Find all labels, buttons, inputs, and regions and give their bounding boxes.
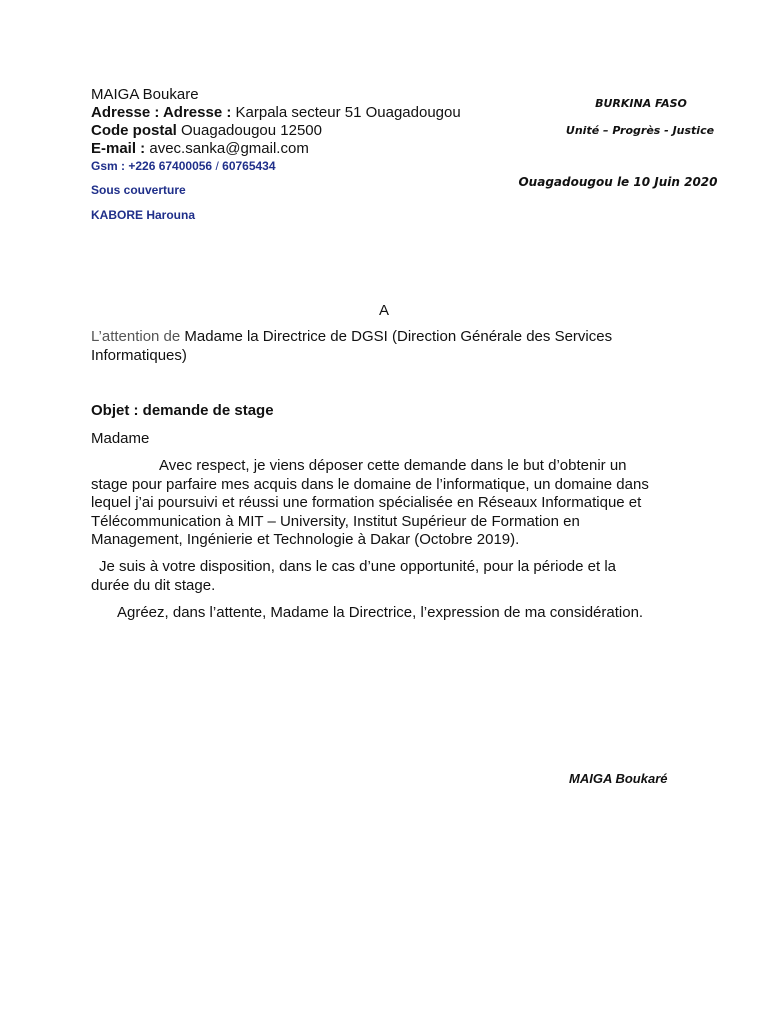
gsm-separator: / — [215, 159, 219, 173]
sender-address — [91, 104, 461, 122]
sender-postal — [91, 122, 322, 140]
paragraph-2 — [91, 558, 681, 595]
p3-line-1: Agréez, dans l’attente, Madame la Directrice, l’expression de ma considération. — [117, 604, 644, 621]
attention-prefix: L’attention de — [91, 328, 181, 345]
gsm-alt: 60765434 — [222, 159, 276, 173]
postal-value: Ouagadougou 12500 — [181, 122, 322, 139]
email-label: E-mail : — [91, 140, 146, 157]
gsm-label: Gsm : +226 67400056 — [91, 159, 213, 173]
p1-line-1: Avec respect, je viens déposer cette demande dans le but d’obtenir un — [159, 457, 627, 474]
attention-line1: Madame la Directrice de DGSI (Direction Générale des Services — [184, 328, 613, 345]
p1-line-5: Management, Ingénierie et Technologie à Dakar (Octobre 2019). — [91, 531, 520, 548]
country-name: BURKINA FASO — [595, 97, 687, 110]
p2-line-2: durée du dit stage. — [91, 576, 216, 594]
recipient-attention — [91, 328, 681, 365]
sender-gsm — [91, 159, 276, 173]
paragraph-1 — [91, 457, 681, 550]
letter-salutation: Madame — [91, 430, 150, 447]
cover-name: KABORE Harouna — [91, 208, 196, 222]
paragraph-3 — [91, 604, 681, 623]
recipient-to: A — [379, 302, 390, 319]
p1-line-2: stage pour parfaire mes acquis dans le domaine de l’informatique, un domaine dans — [91, 475, 649, 493]
p1-line-4: Télécommunication à MIT – University, Institut Supérieur de Formation en — [91, 512, 580, 530]
address-value: Karpala secteur 51 Ouagadougou — [235, 104, 461, 121]
postal-label: Code postal — [91, 122, 177, 139]
address-label: Adresse : Adresse : — [91, 104, 232, 121]
cover-label: Sous couverture — [91, 183, 186, 197]
signature-name: MAIGA Boukaré — [569, 771, 668, 786]
p2-line-1: Je suis à votre disposition, dans le cas d’une opportunité, pour la période et la — [99, 558, 616, 575]
sender-name: MAIGA Boukare — [91, 86, 199, 103]
email-value: avec.sanka@gmail.com — [149, 140, 309, 157]
national-motto: Unité – Progrès - Justice — [565, 124, 715, 137]
letter-subject: Objet : demande de stage — [91, 402, 274, 419]
place-date: Ouagadougou le 10 Juin 2020 — [518, 175, 718, 189]
sender-email — [91, 140, 309, 158]
attention-line2: Informatiques) — [91, 346, 187, 364]
p1-line-3: lequel j’ai poursuivi et réussi une formation spécialisée en Réseaux Informatique et — [91, 494, 642, 511]
